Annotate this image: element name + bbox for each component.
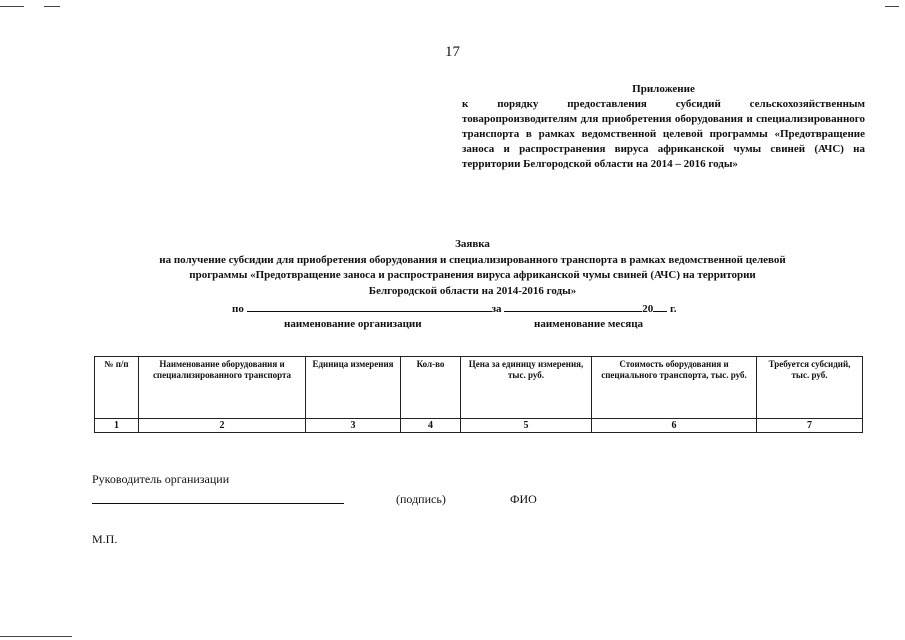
stamp-place-label: М.П. bbox=[92, 532, 118, 546]
signature-line[interactable] bbox=[92, 503, 344, 504]
application-title: Заявка bbox=[455, 238, 490, 250]
organization-name-field[interactable] bbox=[247, 301, 492, 312]
za-label: за bbox=[491, 303, 502, 315]
table-cell: 1 bbox=[95, 419, 139, 433]
head-of-organization-label: Руководитель организации bbox=[92, 472, 230, 486]
po-label: по bbox=[232, 303, 244, 315]
table-header-cell: Стоимость оборудования и специального транспорта, тыс. руб. bbox=[592, 357, 757, 419]
month-caption: наименование месяца bbox=[534, 318, 644, 330]
page-number: 17 bbox=[445, 44, 460, 60]
month-name-field[interactable] bbox=[504, 301, 642, 312]
scan-mark bbox=[0, 636, 72, 637]
table-header-cell: Наименование оборудования и специализированного транспорта bbox=[139, 357, 306, 419]
org-caption: наименование организации bbox=[284, 318, 422, 330]
application-title-line: программы «Предотвращение заноса и распространения вируса африканской чумы свиней (АЧС) на территории bbox=[189, 269, 756, 281]
year-field[interactable] bbox=[653, 301, 667, 312]
appendix-block bbox=[462, 82, 865, 172]
application-title-block bbox=[80, 237, 865, 299]
table-cell: 2 bbox=[139, 419, 306, 433]
table-cell: 7 bbox=[757, 419, 863, 433]
table-header-cell: № п/п bbox=[95, 357, 139, 419]
table-cell: 4 bbox=[401, 419, 461, 433]
table-header-cell: Кол-во bbox=[401, 357, 461, 419]
table-cell: 3 bbox=[306, 419, 401, 433]
year-suffix: г. bbox=[670, 303, 677, 315]
table-header-row bbox=[95, 357, 863, 419]
application-title-line: Белгородской области на 2014-2016 годы» bbox=[368, 284, 577, 297]
scan-mark bbox=[0, 6, 24, 7]
scan-mark bbox=[885, 6, 899, 7]
fill-row bbox=[232, 301, 677, 315]
table-header-cell: Требуется субсидий, тыс. руб. bbox=[757, 357, 863, 419]
table-header-cell: Цена за единицу измерения, тыс. руб. bbox=[461, 357, 592, 419]
appendix-text: к порядку предоставления субсидий сельскохозяйственным товаропроизводителям для приобретения оборудования и специализированного транспорта в рамках ведомственной целевой программы «Предотвращение заноса и распространения вируса африканской чумы свиней (АЧС) на территории Белгородской области на 2014 – 2016 годы» bbox=[462, 98, 865, 170]
table-cell: 6 bbox=[592, 419, 757, 433]
year-prefix: 20 bbox=[642, 303, 654, 315]
appendix-title: Приложение bbox=[632, 83, 695, 95]
scan-mark bbox=[44, 6, 60, 7]
application-title-line: на получение субсидии для приобретения оборудования и специализированного транспорта в рамках ведомственной целевой bbox=[159, 253, 786, 266]
fio-caption: ФИО bbox=[510, 492, 537, 506]
table-row bbox=[95, 419, 863, 433]
table-header-cell: Единица измерения bbox=[306, 357, 401, 419]
application-table bbox=[94, 356, 863, 433]
signature-caption: (подпись) bbox=[396, 492, 446, 506]
table-cell: 5 bbox=[461, 419, 592, 433]
